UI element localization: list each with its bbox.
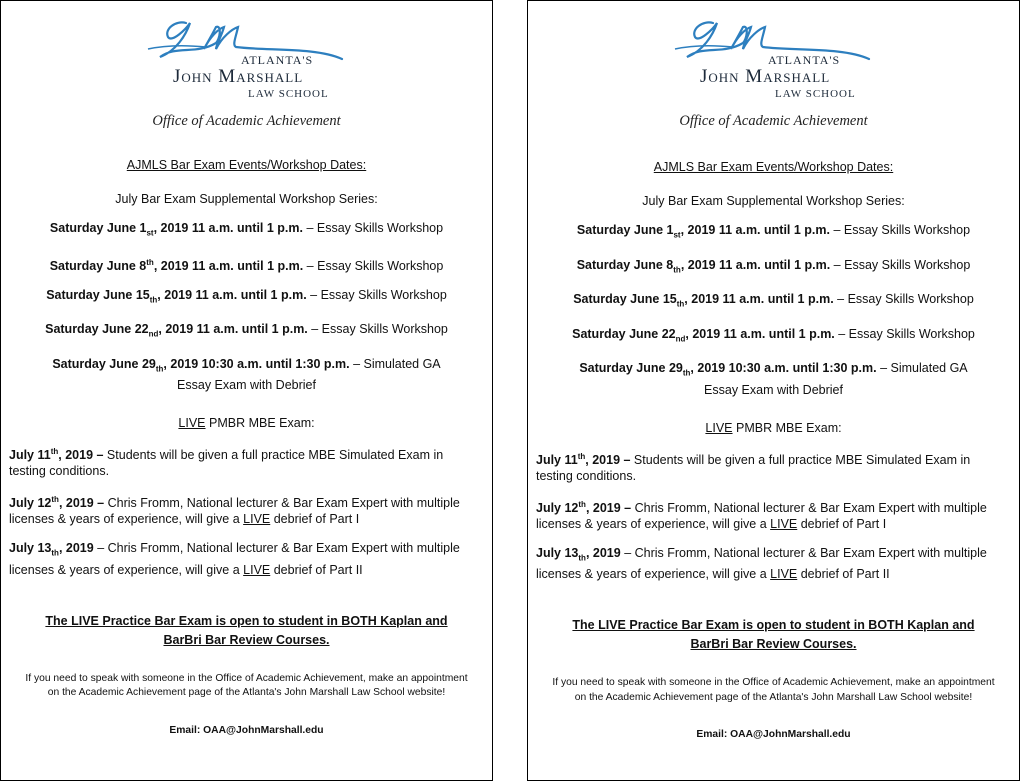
events-heading: AJMLS Bar Exam Events/Workshop Dates: (653, 160, 894, 174)
office-title: Office of Academic Achievement (152, 113, 341, 129)
event-item: Saturday June $29_{th}$, 2019 10:30 a.m. until 1:30 p.m. – Simulated GA Essay Exam with Debrief (52, 356, 441, 393)
event-item: Saturday June $22_{nd}$, 2019 11 a.m. until 1 p.m. – Essay Skills Workshop (45, 322, 448, 339)
school-logo (1, 13, 492, 103)
promo-text: The LIVE Practice Bar Exam is open to student in BOTH Kaplan and BarBri Bar Review Courses. (45, 613, 448, 647)
live-item: July 11th, 2019 – Students will be given a full practice MBE Simulated Exam in testing conditions. (536, 451, 971, 483)
flyer-right (527, 0, 1020, 781)
event-item: Saturday June $1_{st}$, 2019 11 a.m. until 1 p.m. – Essay Skills Workshop (576, 223, 971, 240)
logo-line2: John Marshall (173, 66, 304, 87)
contact-note: If you need to speak with someone in the Office of Academic Achievement, make an appointment on the Academic Achievement page of the Atlanta's John Marshall Law School website! (552, 677, 995, 703)
live-heading: LIVE PMBR MBE Exam: (178, 416, 315, 431)
email-line[interactable]: Email: OAA@JohnMarshall.edu (696, 729, 851, 741)
event-item: Saturday June $15_{th}$, 2019 11 a.m. until 1 p.m. – Essay Skills Workshop (46, 287, 447, 305)
series-heading: July Bar Exam Supplemental Workshop Series: (115, 192, 378, 206)
logo-line3: LAW SCHOOL (775, 88, 856, 100)
series-heading: July Bar Exam Supplemental Workshop Series: (642, 194, 905, 208)
logo-line1: ATLANTA'S (241, 53, 314, 67)
event-item: Saturday June $15_{th}$, 2019 11 a.m. until 1 p.m. – Essay Skills Workshop (573, 292, 974, 309)
events-heading: AJMLS Bar Exam Events/Workshop Dates: (126, 158, 367, 172)
flyer-left (0, 0, 493, 781)
school-logo (528, 13, 1019, 103)
promo-text: The LIVE Practice Bar Exam is open to student in BOTH Kaplan and BarBri Bar Review Courses. (572, 618, 975, 652)
event-item: Saturday June $1_{st}$, 2019 11 a.m. until 1 p.m. – Essay Skills Workshop (49, 221, 444, 238)
event-item: Saturday June $22_{nd}$, 2019 11 a.m. until 1 p.m. – Essay Skills Workshop (572, 326, 975, 343)
live-item: July 12th, 2019 – Chris Fromm, National lecturer & Bar Exam Expert with multiple licenses & years of experience, will give a LIVE debrief of Part I (536, 499, 987, 531)
live-item: July $13_{th}$, 2019 – Chris Fromm, National lecturer & Bar Exam Expert with multiple licenses & years of experience, will give a LIVE debrief of Part II (9, 541, 460, 577)
event-item: Saturday June $29_{th}$, 2019 10:30 a.m. until 1:30 p.m. – Simulated GA Essay Exam with Debrief (579, 361, 968, 397)
event-item: Saturday June $8_{th}$, 2019 11 a.m. until 1 p.m. – Essay Skills Workshop (576, 257, 971, 274)
logo-line3: LAW SCHOOL (248, 88, 329, 100)
event-item: Saturday June 8th, 2019 11 a.m. until 1 p.m. – Essay Skills Workshop (49, 257, 444, 273)
contact-note: If you need to speak with someone in the Office of Academic Achievement, make an appointment on the Academic Achievement page of the Atlanta's John Marshall Law School website! (25, 672, 468, 699)
email-line[interactable]: Email: OAA@JohnMarshall.edu (169, 724, 324, 736)
live-heading: LIVE PMBR MBE Exam: (705, 420, 842, 435)
logo-line2: John Marshall (700, 66, 831, 87)
live-item: July 12th, 2019 – Chris Fromm, National lecturer & Bar Exam Expert with multiple licenses & years of experience, will give a LIVE debrief of Part I (9, 495, 460, 527)
live-item: July $13_{th}$, 2019 – Chris Fromm, National lecturer & Bar Exam Expert with multiple licenses & years of experience, will give a LIVE debrief of Part II (536, 545, 987, 582)
office-title: Office of Academic Achievement (679, 113, 868, 129)
live-item: July 11th, 2019 – Students will be given a full practice MBE Simulated Exam in testing conditions. (9, 447, 444, 479)
logo-line1: ATLANTA'S (768, 53, 841, 67)
